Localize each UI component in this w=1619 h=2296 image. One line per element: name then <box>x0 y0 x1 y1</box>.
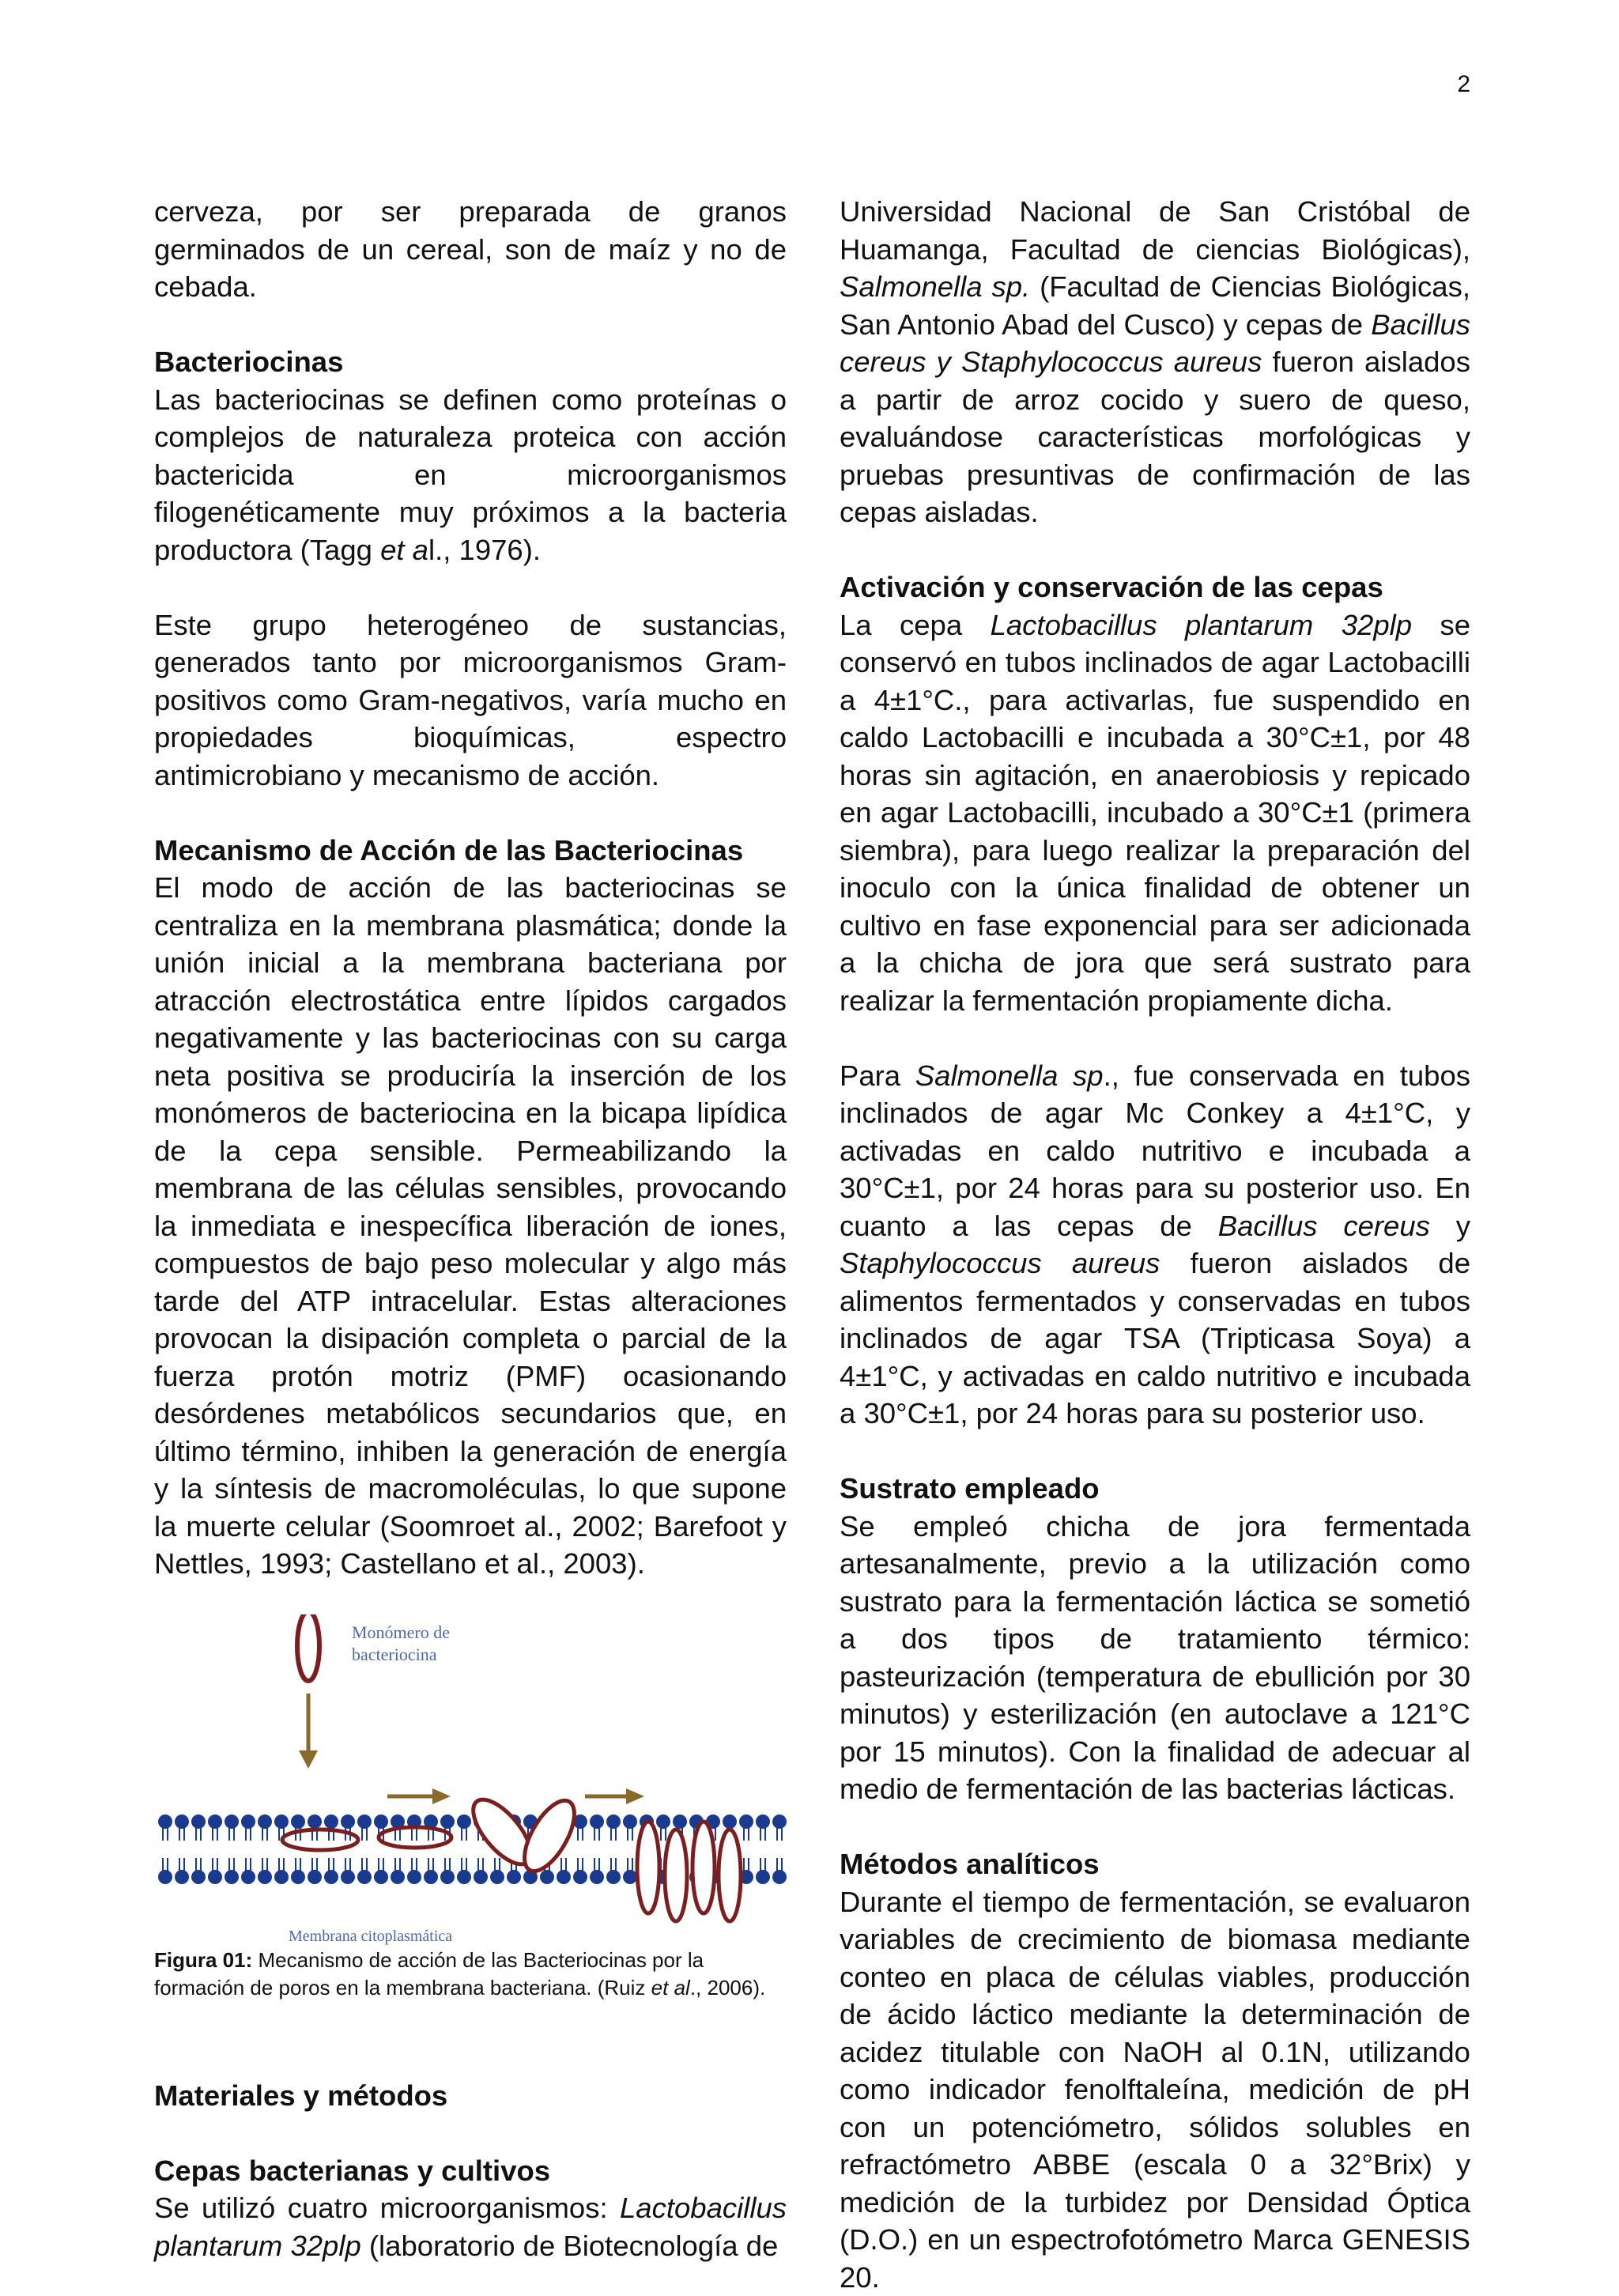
section-title-mecanismo: Mecanismo de Acción de las Bacteriocinas <box>154 832 787 870</box>
monomer-label-line-1: Monómero de <box>352 1622 450 1642</box>
down-arrow <box>299 1694 318 1769</box>
bound-monomer-1 <box>282 1830 358 1850</box>
activacion-paragraph: La cepa Lactobacillus plantarum 32plp se conservó en tubos inclinados de agar Lactobacilli a 4±1°C., para activarlas, fue suspendido en caldo Lactobacilli e incubada a 30°C±1, por 48 horas sin agitación, en anaerobiosis y repicado en agar Lactobacilli, incubado a 30°C±1 (primera siembra), para luego realizar la preparación del inoculo con la única finalidad de obtener un cultivo en fase exponencial para ser adicionada a la chicha de jora que será sustrato para realizar la fermentación propiamente dicha. <box>840 606 1470 1020</box>
monomer-icon <box>297 1614 319 1681</box>
bacteriocinas-paragraph-2: Este grupo heterogéneo de sustancias, generados tanto por microorganismos Gram-positivos como Gram-negativos, varía mucho en propiedades bioquímicas, espectro antimicrobiano y mecanismo de acción. <box>154 606 787 795</box>
section-title-sustrato: Sustrato empleado <box>840 1470 1470 1508</box>
bound-monomer-2 <box>379 1827 451 1848</box>
left-column <box>154 193 787 2264</box>
membrane-label: Membrana citoplasmática <box>289 1928 452 1945</box>
mecanismo-paragraph: El modo de acción de las bacteriocinas se centraliza en la membrana plasmática; donde la unión inicial a la membrana bacteriana por atracción electrostática entre lípidos cargados negativamente y las bacteriocinas con su carga neta positiva se produciría la inserción de los monómeros de bacteriocina en la bicapa lipídica de la cepa sensible. Permeabilizando la membrana de las células sensibles, provocando la inmediata e inespecífica liberación de iones, compuestos de bajo peso molecular y algo más tarde del ATP intracelular. Estas alteraciones provocan la disipación completa o parcial de la fuerza protón motriz (PMF) ocasionando desórdenes metabólicos secundarios que, en último término, inhiben la generación de energía y la síntesis de macromoléculas, lo que supone la muerte celular (Soomroet al., 2002; Barefoot y Nettles, 1993; Castellano et al., 2003). <box>154 869 787 1583</box>
cepas-continued-paragraph: Universidad Nacional de San Cristóbal de Huamanga, Facultad de ciencias Biológicas), Salmonella sp. (Facultad de Ciencias Biológicas, San Antonio Abad del Cusco) y cepas de Bacillus cereus y Staphylococcus aureus fueron aislados a partir de arroz cocido y suero de queso, evaluándose características morfológicas y pruebas presuntivas de confirmación de las cepas aisladas. <box>840 193 1470 531</box>
salmonella-paragraph: Para Salmonella sp., fue conservada en tubos inclinados de agar Mc Conkey a 4±1°C, y activadas en caldo nutritivo e incubada a 30°C±1, por 24 horas para su posterior uso. En cuanto a las cepas de Bacillus cereus y Staphylococcus aureus fueron aislados de alimentos fermentados y conservadas en tubos inclinados de agar TSA (Tripticasa Soya) a 4±1°C, y activadas en caldo nutritivo e incubada a 30°C±1, por 24 horas para su posterior uso. <box>840 1057 1470 1433</box>
sustrato-paragraph: Se empleó chicha de jora fermentada artesanalmente, previo a la utilización como sustrato para la fermentación láctica se sometió a dos tipos de tratamiento térmico: pasteurización (temperatura de ebullición por 30 minutos) y esterilización (en autoclave a 121°C por 15 minutos). Con la finalidad de adecuar al medio de fermentación de las bacterias lácticas. <box>840 1508 1470 1808</box>
section-title-metodos: Métodos analíticos <box>840 1845 1470 1883</box>
metodos-paragraph: Durante el tiempo de fermentación, se evaluaron variables de crecimiento de biomasa mediante conteo en placa de células viables, producción de ácido láctico mediante la determinación de acidez titulable con NaOH al 0.1N, utilizando como indicador fenolftaleína, medición de pH con un potenciómetro, sólidos solubles en refractómetro ABBE (escala 0 a 32°Brix) y medición de la turbidez por Densidad Óptica (D.O.) en un espectrofotómetro Marca GENESIS 20. <box>840 1883 1470 2296</box>
page-number: 2 <box>1455 71 1470 98</box>
intro-paragraph: cerveza, por ser preparada de granos germinados de un cereal, son de maíz y no de cebada. <box>154 193 787 306</box>
section-title-materiales: Materiales y métodos <box>154 2077 787 2115</box>
right-arrow-1 <box>387 1788 451 1804</box>
monomer-label-line-2: bacteriocina <box>352 1645 437 1664</box>
right-arrow-2 <box>585 1788 644 1804</box>
pore-monomers <box>637 1822 741 1921</box>
section-title-bacteriocinas: Bacteriocinas <box>154 343 787 381</box>
figure-caption: Figura 01: Mecanismo de acción de las Bacteriocinas por la formación de poros en la membrana bacteriana. (Ruiz et al., 2006). <box>154 1947 787 2002</box>
right-column <box>840 193 1470 2296</box>
figure-01 <box>154 1614 787 2002</box>
membrane-diagram <box>154 1614 787 1947</box>
section-title-cepas: Cepas bacterianas y cultivos <box>154 2152 787 2190</box>
bacteriocinas-paragraph-1: Las bacteriocinas se definen como proteínas o complejos de naturaleza proteica con acción bactericida en microorganismos filogenéticamente muy próximos a la bacteria productora (Tagg et al., 1976). <box>154 381 787 569</box>
cepas-paragraph: Se utilizó cuatro microorganismos: Lactobacillus plantarum 32plp (laboratorio de Biotecnología de <box>154 2189 787 2264</box>
section-title-activacion: Activación y conservación de las cepas <box>840 568 1470 606</box>
